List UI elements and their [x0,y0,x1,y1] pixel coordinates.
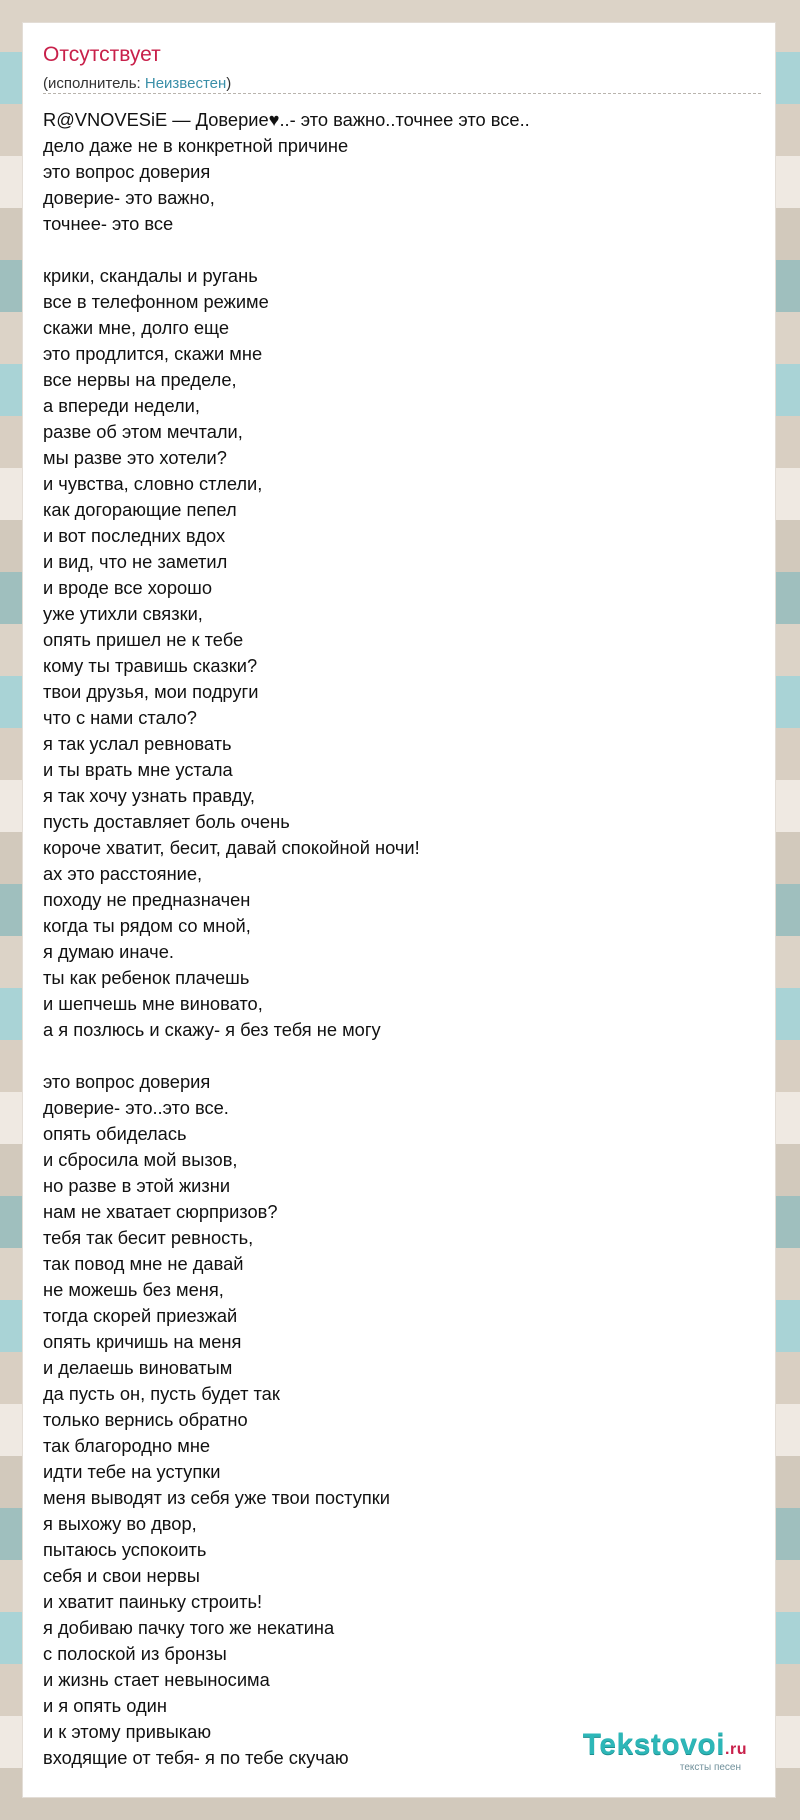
lyrics-text: R@VNOVESiE — Доверие♥..- это важно..точнее это все.. дело даже не в конкретной причине это вопрос доверия доверие- это важно, точнее- это все крики, скандалы и ругань все в телефонном режиме скажи мне, долго еще это продлится, скажи мне все нервы на пределе, а впереди недели, разве об этом мечтали, мы разве это хотели? и чувства, словно стлели, как догорающие пепел и вот последних вдох и вид, что не заметил и вроде все хорошо уже утихли связки, опять пришел не к тебе кому ты травишь сказки? твои друзья, мои подруги что с нами стало? я так услал ревновать и ты врать мне устала я так хочу узнать правду, пусть доставляет боль очень короче хватит, бесит, давай спокойной ночи! ах это расстояние, походу не предназначен когда ты рядом со мной, я думаю иначе. ты как ребенок плачешь и шепчешь мне виновато, а я позлюсь и скажу- я без тебя не могу это вопрос доверия доверие- это..это все. опять обиделась и сбросила мой вызов, но разве в этой жизни нам не хватает сюрпризов? тебя так бесит ревность, так повод мне не давай не можешь без меня, тогда скорей приезжай опять кричишь на меня и делаешь виноватым да пусть он, пусть будет так только вернись обратно так благородно мне идти тебе на уступки меня выводят из себя уже твои поступки я выхожу во двор, пытаюсь успокоить себя и свои нервы и хватит паиньку строить! я добиваю пачку того же некатина с полоской из бронзы и жизнь стает невыносима и я опять один и к этому привыкаю входящие от тебя- я по тебе скучаю [43,109,530,1768]
logo-tld: .ru [725,1741,747,1758]
logo-name: Tekstovoi [582,1728,726,1761]
tekstovoi-logo[interactable] [583,1730,747,1773]
artist-link[interactable]: Неизвестен [144,75,227,92]
dashed-divider [43,93,761,94]
artist-prefix: (исполнитель: [43,75,145,92]
artist-line [43,75,231,92]
lyrics-card [22,22,776,1798]
logo-wordmark [583,1730,747,1760]
artist-suffix: ) [226,75,232,92]
song-title: Отсутствует [43,43,161,66]
logo-tagline: тексты песен [679,1762,741,1773]
